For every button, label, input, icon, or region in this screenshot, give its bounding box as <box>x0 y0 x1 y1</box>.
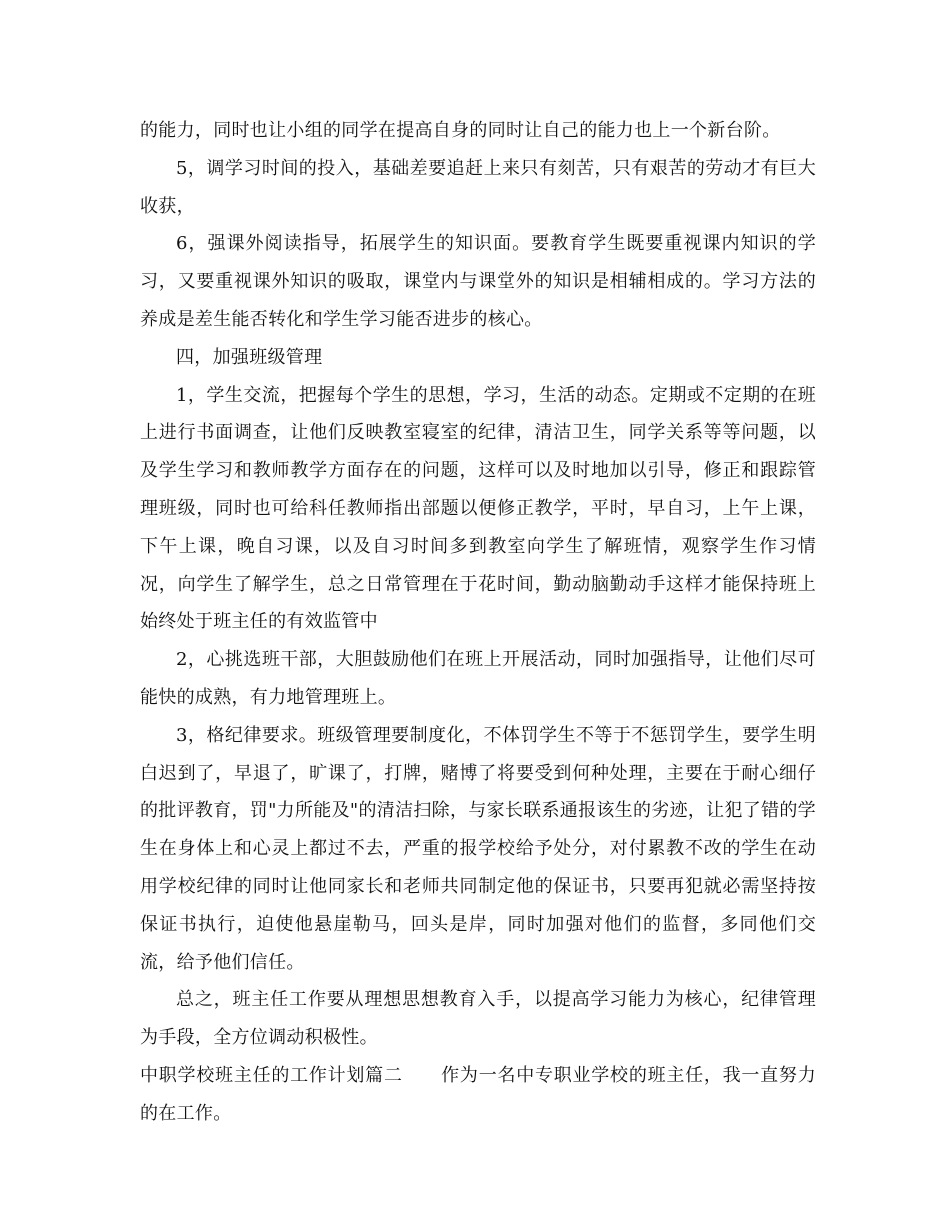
paragraph-item-6: 6，强课外阅读指导，拓展学生的知识面。要教育学生既要重视课内知识的学习，又要重视课外知识的吸取，课堂内与课堂外的知识是相辅相成的。学习方法的养成是差生能否转化和学生学习能否进步的核心。 <box>140 233 816 330</box>
paragraph-section4-item-2: 2，心挑选班干部，大胆鼓励他们在班上开展活动，同时加强指导，让他们尽可能快的成熟，有力地管理班上。 <box>140 649 816 708</box>
next-section-line <box>140 1057 816 1133</box>
next-section-title: 中职学校班主任的工作计划篇二 <box>140 1064 403 1086</box>
section-heading-4: 四，加强班级管理 <box>176 346 323 368</box>
next-section-intro: 作为一名中专职业学校的班主任，我一直努力的在工作。 <box>140 1064 816 1124</box>
paragraph-section4-item-1: 1，学生交流，把握每个学生的思想，学习，生活的动态。定期或不定期的在班上进行书面调查，让他们反映教室寝室的纪律，清洁卫生，同学关系等等问题，以及学生学习和教师教学方面存在的问题，这样可以及时地加以引导，修正和跟踪管理班级，同时也可给科任教师指出部题以便修正教学，平时，早自习，上午上课，下午上课，晚自习课，以及自习时间多到教室向学生了解班情，观察学生作习情况，向学生了解学生，总之日常管理在于花时间，勤动脑勤动手这样才能保持班上始终处于班主任的有效监管中 <box>140 384 816 633</box>
paragraph-item-5: 5，调学习时间的投入，基础差要追赶上来只有刻苦，只有艰苦的劳动才有巨大收获， <box>140 157 816 217</box>
document-body <box>140 112 816 1133</box>
paragraph-summary: 总之，班主任工作要从理想思想教育入手，以提高学习能力为核心，纪律管理为手段，全方位调动积极性。 <box>140 989 816 1049</box>
paragraph-continuation: 的能力，同时也让小组的同学在提高自身的同时让自己的能力也上一个新台阶。 <box>140 120 781 141</box>
paragraph-section4-item-3: 3，格纪律要求。班级管理要制度化，不体罚学生不等于不惩罚学生，要学生明白迟到了，早退了，旷课了，打牌，赌博了将要受到何种处理，主要在于耐心细仔的批评教育，罚"力所能及"的清洁扫除，与家长联系通报该生的劣迹，让犯了错的学生在身体上和心灵上都过不去，严重的报学校给予处分，对付累教不改的学生在动用学校纪律的同时让他同家长和老师共同制定他的保证书，只要再犯就必需坚持按保证书执行，迫使他悬崖勒马，回头是岸，同时加强对他们的监督，多同他们交流，给予他们信任。 <box>140 724 816 973</box>
